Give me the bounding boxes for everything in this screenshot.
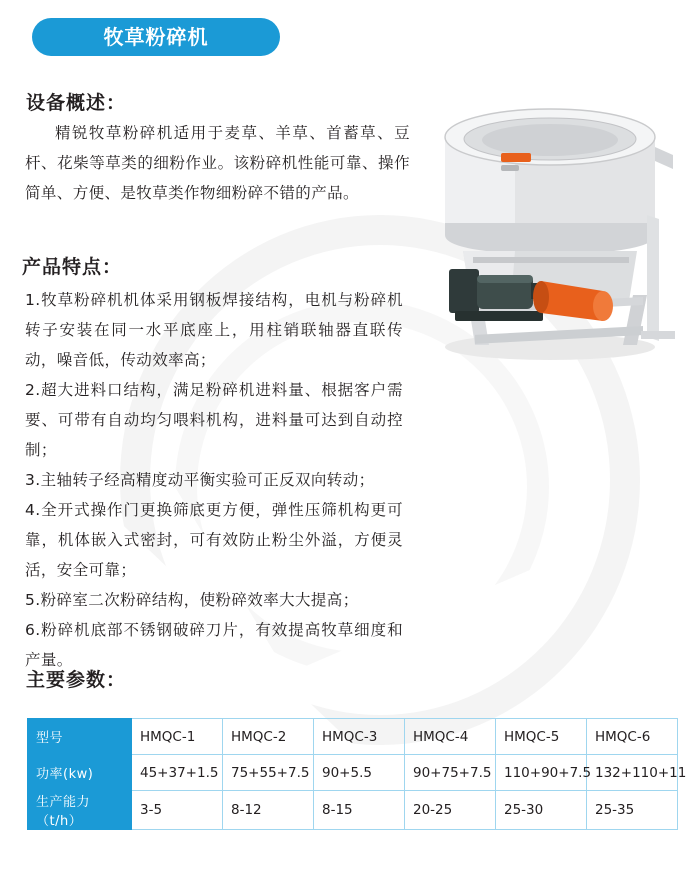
- table-cell: 132+110+11: [587, 755, 678, 791]
- table-cell: 25-35: [587, 791, 678, 830]
- table-cell: 110+90+7.5: [496, 755, 587, 791]
- overview-heading: 设备概述：: [26, 92, 127, 114]
- page-title: 牧草粉碎机: [103, 25, 209, 49]
- parameters-table: [27, 718, 687, 830]
- table-row: [28, 719, 678, 755]
- table-row: [28, 755, 678, 791]
- feature-item: 1.牧草粉碎机机体采用钢板焊接结构，电机与粉碎机转子安装在同一水平底座上，用柱销联轴器直联传动，噪音低，传动效率高；: [25, 291, 403, 369]
- table-cell: 45+37+1.5: [132, 755, 223, 791]
- features-heading: 产品特点：: [22, 256, 123, 278]
- table-cell: HMQC-3: [314, 719, 405, 755]
- feature-item: 5.粉碎室二次粉碎结构，使粉碎效率大大提高；: [25, 591, 359, 609]
- table-cell: 25-30: [496, 791, 587, 830]
- table-cell: HMQC-6: [587, 719, 678, 755]
- overview-paragraph: 精锐牧草粉碎机适用于麦草、羊草、首蓄草、豆杆、花柴等草类的细粉作业。该粉碎机性能可靠、操作简单、方便、是牧草类作物细粉碎不错的产品。: [25, 124, 410, 202]
- feature-item: 3.主轴转子经高精度动平衡实验可正反双向转动；: [25, 471, 375, 489]
- table-cell: 75+55+7.5: [223, 755, 314, 791]
- features-list: [25, 285, 403, 675]
- table-cell: HMQC-1: [132, 719, 223, 755]
- table-cell: 3-5: [132, 791, 223, 830]
- parameters-heading: 主要参数：: [26, 669, 127, 691]
- table-cell: 8-12: [223, 791, 314, 830]
- feature-item: 2.超大进料口结构，满足粉碎机进料量、根据客户需要、可带有自动均匀喂料机构，进料量可达到自动控制；: [25, 381, 403, 459]
- table-cell: 90+5.5: [314, 755, 405, 791]
- feature-item: 4.全开式操作门更换筛底更方便，弹性压筛机构更可靠，机体嵌入式密封，可有效防止粉尘外溢，方便灵活，安全可靠；: [25, 501, 403, 579]
- table-row-label: 生产能力（t/h）: [28, 791, 132, 830]
- table-cell: HMQC-4: [405, 719, 496, 755]
- table-cell: HMQC-2: [223, 719, 314, 755]
- feature-item: 6.粉碎机底部不锈钢破碎刀片，有效提高牧草细度和产量。: [25, 621, 403, 669]
- table-cell: 8-15: [314, 791, 405, 830]
- table-cell: HMQC-5: [496, 719, 587, 755]
- table-cell: 90+75+7.5: [405, 755, 496, 791]
- page-title-badge: [32, 18, 280, 56]
- table-row: [28, 791, 678, 830]
- table-cell: 20-25: [405, 791, 496, 830]
- table-row-label: 功率(kw): [28, 755, 132, 791]
- grass-crusher-machine-photo: [415, 95, 683, 367]
- table-row-label: 型号: [28, 719, 132, 755]
